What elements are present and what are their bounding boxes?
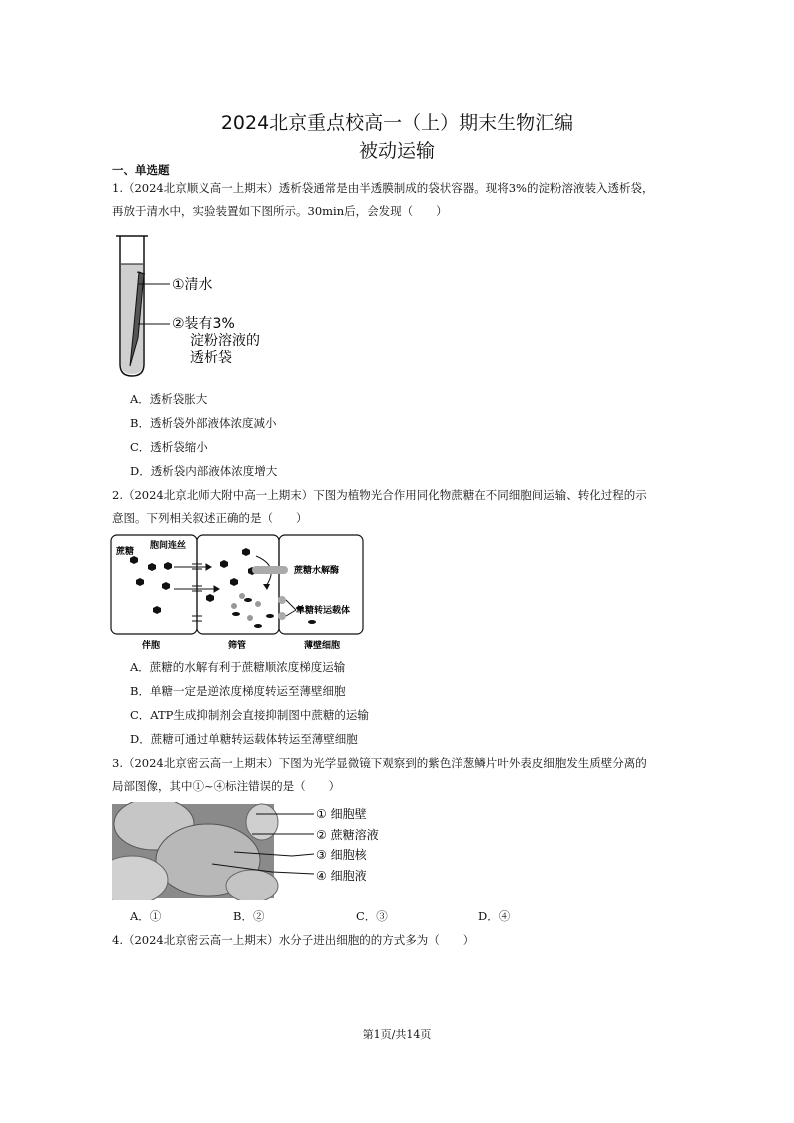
label-sucrose: 蔗糖 [116,547,135,557]
label-cell-sap: ④ 细胞液 [316,869,367,883]
q1-line1: 1.（2024北京顺义高一上期末）透析袋通常是由半透膜制成的袋状容器。现将3%的淀粉溶液装入透析袋， [112,181,654,195]
q1-dialysis-figure [112,226,292,382]
q1-option-a: A．透析袋胀大 [130,392,208,406]
label-sieve-tube: 筛管 [228,641,247,651]
q3-micrograph-figure [112,802,402,900]
section-heading: 一、单选题 [112,163,170,177]
q2-option-c: C．ATP生成抑制剂会直接抑制图中蔗糖的运输 [130,708,369,722]
label-companion-cell: 伴胞 [142,641,161,651]
q3-option-d: D．④ [478,909,511,923]
label-parenchyma: 薄壁细胞 [304,641,341,651]
q2-option-b: B．单糖一定是逆浓度梯度转运至薄壁细胞 [130,684,346,698]
q1-option-c: C．透析袋缩小 [130,440,208,454]
q1-option-b: B．透析袋外部液体浓度减小 [130,416,277,430]
q1-option-d: D．透析袋内部液体浓度增大 [130,464,278,478]
page-subtitle: 被动运输 [358,140,435,162]
q3-option-a: A．① [130,909,162,923]
q3-option-c: C．③ [356,909,388,923]
label-carrier: 单糖转运载体 [296,606,351,616]
label-bag-3: 透析袋 [190,350,232,366]
label-sucrose-solution: ② 蔗糖溶液 [316,828,379,842]
label-bag-2: 淀粉溶液的 [190,333,260,349]
page-footer: 第1页/共14页 [362,1028,432,1041]
q3-line2: 局部图像，其中①~④标注错误的是（ ） [112,779,341,793]
q4-line1: 4.（2024北京密云高一上期末）水分子进出细胞的的方式多为（ ） [112,933,475,947]
label-nucleus: ③ 细胞核 [316,848,367,862]
q2-line2: 意图。下列相关叙述正确的是（ ） [112,511,308,525]
q1-line2: 再放于清水中，实验装置如下图所示。30min后，会发现（ ） [112,204,448,218]
q3-line1: 3.（2024北京密云高一上期末）下图为光学显微镜下观察到的紫色洋葱鳞片叶外表皮细胞发生质壁分离的 [112,756,647,770]
page-title: 2024北京重点校高一（上）期末生物汇编 [220,112,574,134]
label-cell-wall: ① 细胞壁 [316,807,367,821]
q2-sucrose-diagram [110,534,366,652]
q2-option-a: A．蔗糖的水解有利于蔗糖顺浓度梯度运输 [130,660,346,674]
q2-line1: 2.（2024北京北师大附中高一上期末）下图为植物光合作用同化物蔗糖在不同细胞间运输、转化过程的示 [112,488,647,502]
q2-option-d: D．蔗糖可通过单糖转运载体转运至薄壁细胞 [130,732,358,746]
label-bag-1b: ②装有3% [172,316,235,332]
label-plasmodesmata: 胞间连丝 [150,541,187,551]
label-water: ①清水 [172,277,213,293]
label-enzyme: 蔗糖水解酶 [294,566,340,576]
q3-option-b: B．② [233,909,265,923]
